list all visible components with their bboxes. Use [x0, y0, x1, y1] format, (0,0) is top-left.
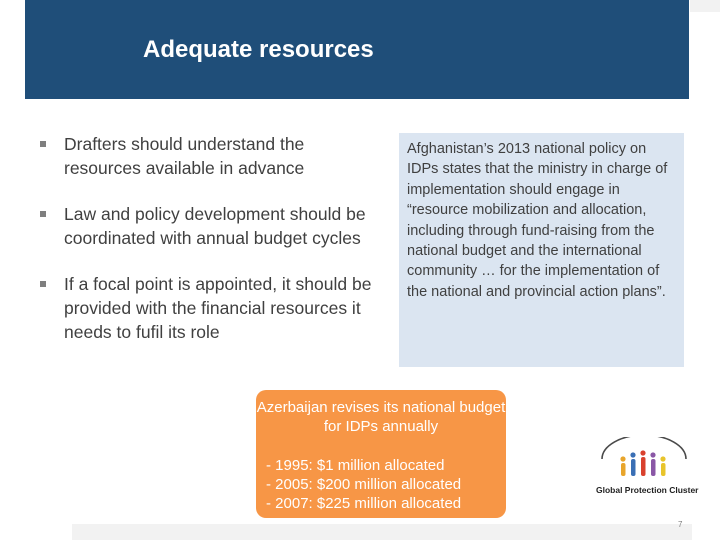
azerbaijan-callout-box: [256, 390, 506, 518]
bullet-item: [40, 272, 380, 344]
bullet-list: [40, 132, 380, 366]
allocation-list: [256, 456, 506, 513]
global-protection-cluster-logo: [596, 437, 699, 497]
logo-text: Global Protection Cluster: [596, 485, 699, 495]
square-bullet-icon: [40, 281, 46, 287]
slide-title: Adequate resources: [143, 36, 374, 63]
square-bullet-icon: [40, 211, 46, 217]
footer-bar: [72, 524, 692, 540]
afghanistan-quote-box: [399, 133, 684, 367]
allocation-line: - 2007: $225 million allocated: [266, 495, 462, 512]
quote-text: Afghanistan’s 2013 national policy on IDPs states that the ministry in charge of implementation should engage in “resource mobilization and allocation, including through fund-raising from the national budget and the international community … for the implementation of the national and provincial action plans”.: [407, 141, 668, 300]
bullet-item: [40, 132, 380, 180]
people-figures-icon: [596, 437, 690, 485]
corner-strip: [690, 0, 720, 12]
bullet-item: [40, 202, 380, 250]
bullet-text: Drafters should understand the resources available in advance: [64, 134, 305, 178]
callout-intro: Azerbaijan revises its national budget for IDPs annually: [256, 399, 506, 435]
page-number: 7: [678, 520, 683, 529]
bullet-text: If a focal point is appointed, it should be provided with the financial resources it needs to fufil its role: [64, 274, 372, 342]
slide-header: [25, 0, 689, 99]
allocation-line: - 2005: $200 million allocated: [266, 476, 462, 493]
square-bullet-icon: [40, 141, 46, 147]
bullet-text: Law and policy development should be coordinated with annual budget cycles: [64, 204, 366, 248]
allocation-line: - 1995: $1 million allocated: [266, 457, 445, 474]
